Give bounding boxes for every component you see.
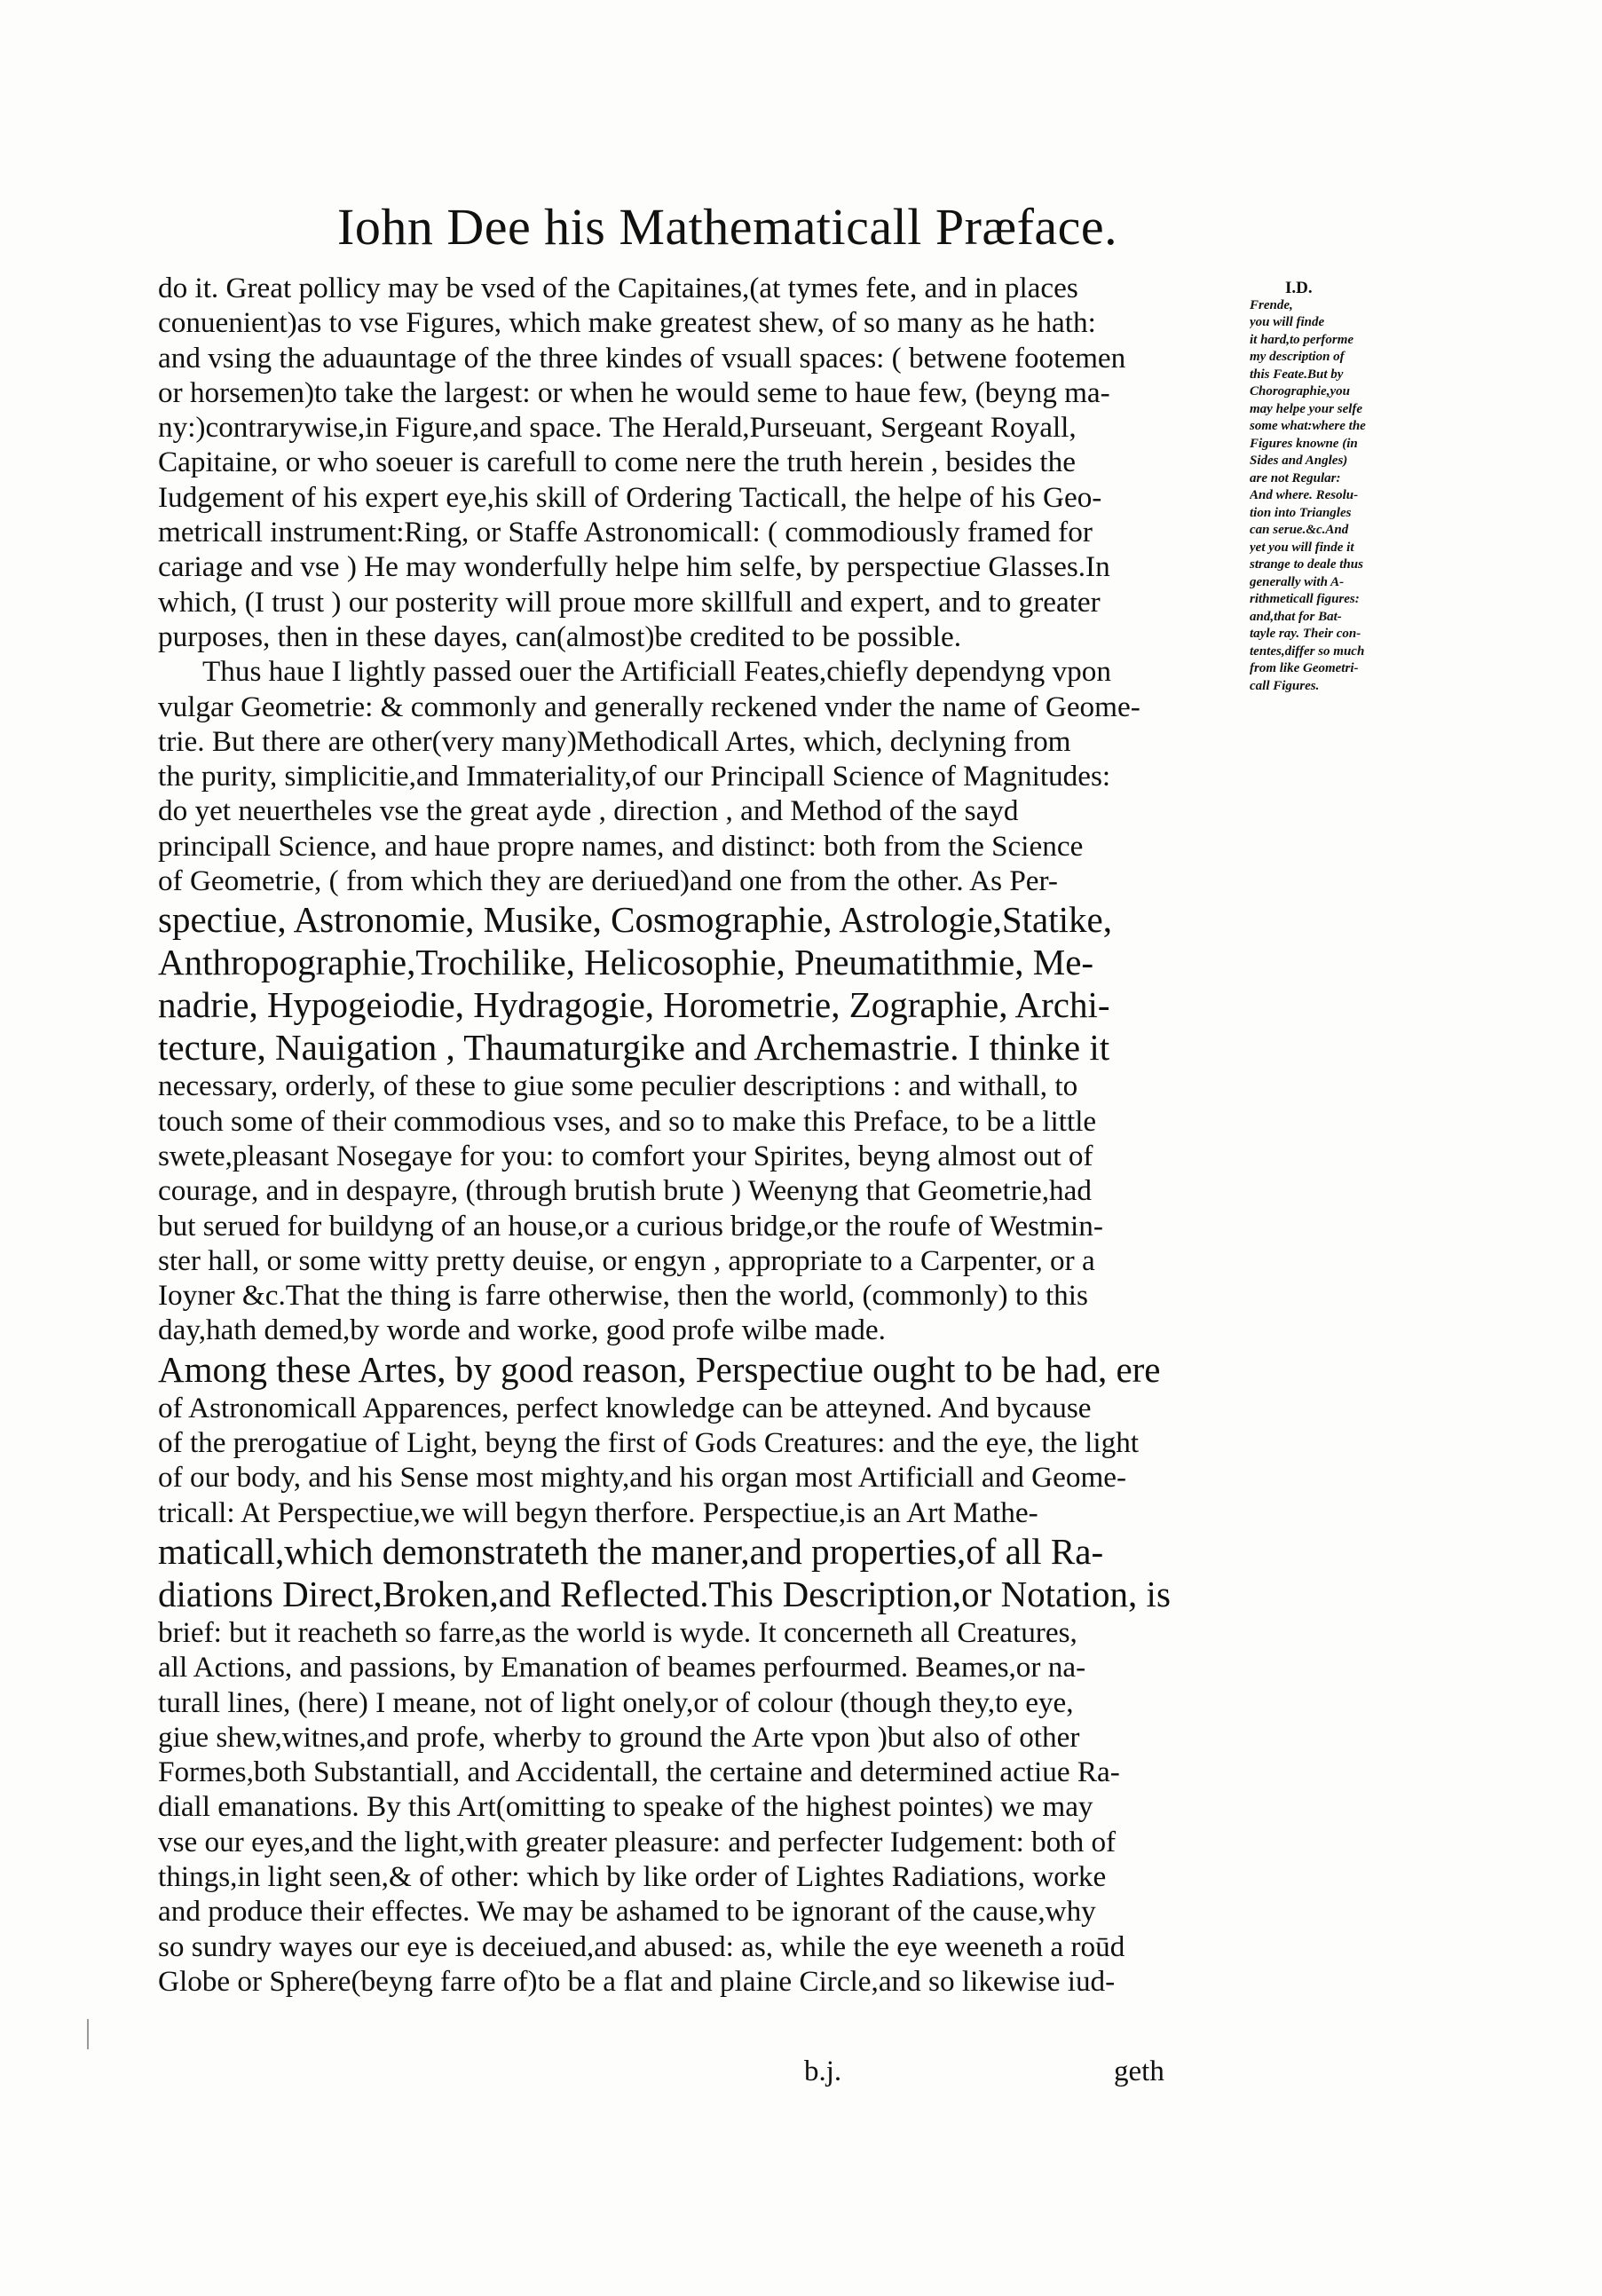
body-line: cariage and vse ) He may wonderfully helpe him selfe, by perspectiue Glasses.In xyxy=(158,550,1110,584)
margin-note-line: are not Regular: xyxy=(1250,470,1341,485)
body-line: Formes,both Substantiall, and Accidentall, the certaine and determined actiue Ra- xyxy=(158,1756,1120,1789)
body-line: of our body, and his Sense most mighty,and his organ most Artificiall and Geome- xyxy=(158,1461,1127,1495)
margin-note-line: And where. Resolu- xyxy=(1250,488,1359,502)
body-line: day,hath demed,by worde and worke, good profe wilbe made. xyxy=(158,1314,886,1347)
body-line: maticall,which demonstrateth the maner,and properties,of all Ra- xyxy=(158,1530,1104,1572)
body-line: Ioyner &c.That the thing is farre otherwise, then the world, (commonly) to this xyxy=(158,1279,1088,1313)
body-line: Capitaine, or who soeuer is carefull to come nere the truth herein , besides the xyxy=(158,446,1076,479)
margin-note-line: tentes,differ so much xyxy=(1250,643,1365,659)
body-line: spectiue, Astronomie, Musike, Cosmographie, Astrologie,Statike, xyxy=(158,899,1112,941)
margin-note-line: rithmeticall figures: xyxy=(1250,592,1360,606)
body-line: conuenient)as to vse Figures, which make greatest shew, of so many as he hath: xyxy=(158,306,1096,340)
body-line: diall emanations. By this Art(omitting to speake of the highest pointes) we may xyxy=(158,1790,1093,1824)
margin-note-line: and,that for Bat- xyxy=(1250,609,1342,624)
margin-note xyxy=(1250,280,1392,695)
body-line: tricall: At Perspectiue,we will begyn therfore. Perspectiue,is an Art Mathe- xyxy=(158,1495,1038,1529)
body-line: and produce their effectes. We may be ashamed to be ignorant of the cause,why xyxy=(158,1895,1096,1929)
body-line: giue shew,witnes,and profe, wherby to ground the Arte vpon )but also of other xyxy=(158,1720,1080,1754)
body-line: nadrie, Hypogeiodie, Hydragogie, Horometrie, Zographie, Archi- xyxy=(158,984,1110,1026)
body-line: Globe or Sphere(beyng farre of)to be a flat and plaine Circle,and so likewise iud- xyxy=(158,1964,1116,1998)
body-line: which, (I trust ) our posterity will proue more skillfull and expert, and to greater xyxy=(158,585,1101,619)
page-speck xyxy=(87,2019,89,2049)
body-line: so sundry wayes our eye is deceiued,and abused: as, while the eye weeneth a roūd xyxy=(158,1929,1125,1963)
running-head: Iohn Dee his Mathematicall Præface. xyxy=(337,198,1118,256)
margin-note-line: Sides and Angles) xyxy=(1250,454,1348,468)
body-line: vse our eyes,and the light,with greater pleasure: and perfecter Iudgement: both of xyxy=(158,1825,1117,1858)
body-line: principall Science, and haue propre names, and distinct: both from the Science xyxy=(158,829,1084,863)
body-line: the purity, simplicitie,and Immateriality,of our Principall Science of Magnitudes: xyxy=(158,760,1111,793)
margin-note-tag: I.D. xyxy=(1285,279,1313,297)
body-line: vulgar Geometrie: & commonly and generally reckened vnder the name of Geome- xyxy=(158,690,1140,723)
margin-note-line: from like Geometri- xyxy=(1250,661,1359,675)
margin-note-line: this Feate.But by xyxy=(1250,367,1344,382)
margin-note-line: Figures knowne (in xyxy=(1250,436,1358,451)
body-line: of the prerogatiue of Light, beyng the first of Gods Creatures: and the eye, the light xyxy=(158,1426,1140,1460)
body-line: or horsemen)to take the largest: or when he would seme to haue few, (beyng ma- xyxy=(158,375,1110,409)
body-line: Iudgement of his expert eye,his skill of Ordering Tacticall, the helpe of his Geo- xyxy=(158,480,1102,514)
body-line: do yet neuertheles vse the great ayde , direction , and Method of the sayd xyxy=(158,794,1019,828)
margin-note-line: it hard,to performe xyxy=(1250,332,1354,347)
margin-note-line: can serue.&c.And xyxy=(1250,523,1349,537)
margin-note-line: may helpe your selfe xyxy=(1250,401,1363,416)
body-line: necessary, orderly, of these to giue some peculier descriptions : and withall, to xyxy=(158,1069,1078,1103)
margin-note-line: you will finde xyxy=(1250,315,1325,329)
body-line: things,in light seen,& of other: which by like order of Lightes Radiations, worke xyxy=(158,1859,1107,1893)
body-line: swete,pleasant Nosegaye for you: to comfort your Spirites, beyng almost out of xyxy=(158,1139,1093,1172)
margin-note-line: tayle ray. Their con- xyxy=(1250,627,1361,641)
body-line: Anthropographie,Trochilike, Helicosophie, Pneumatithmie, Me- xyxy=(158,942,1094,983)
catchword: geth xyxy=(1114,2055,1164,2087)
body-line: ster hall, or some witty pretty deuise, or engyn , appropriate to a Carpenter, or a xyxy=(158,1243,1095,1277)
margin-note-line: some what:where the xyxy=(1250,419,1366,433)
body-line: all Actions, and passions, by Emanation of beames perfourmed. Beames,or na- xyxy=(158,1651,1086,1685)
body-line: Among these Artes, by good reason, Perspectiue ought to be had, ere xyxy=(158,1348,1161,1390)
body-line: purposes, then in these dayes, can(almost)be credited to be possible. xyxy=(158,619,962,653)
signature-mark: b.j. xyxy=(804,2055,842,2087)
body-text xyxy=(158,271,1236,1999)
margin-note-line: strange to deale thus xyxy=(1250,557,1363,572)
body-line: metricall instrument:Ring, or Staffe Astronomicall: ( commodiously framed for xyxy=(158,516,1093,549)
margin-note-line: yet you will finde it xyxy=(1250,540,1354,555)
body-line: courage, and in despayre, (through brutish brute ) Weenyng that Geometrie,had xyxy=(158,1174,1092,1208)
margin-note-line: tion into Triangles xyxy=(1250,505,1352,520)
body-line: of Geometrie, ( from which they are deriued)and one from the other. As Per- xyxy=(158,864,1058,898)
body-line: but serued for buildyng of an house,or a curious bridge,or the roufe of Westmin- xyxy=(158,1209,1103,1243)
margin-note-line: Chorographie,you xyxy=(1250,384,1350,398)
body-line: tecture, Nauigation , Thaumaturgike and Archemastrie. I thinke it xyxy=(158,1027,1110,1069)
body-line: and vsing the aduauntage of the three kindes of vsuall spaces: ( betwene footemen xyxy=(158,341,1126,375)
body-line: ny:)contrarywise,in Figure,and space. The Herald,Purseuant, Sergeant Royall, xyxy=(158,411,1077,445)
body-line: brief: but it reacheth so farre,as the world is wyde. It concerneth all Creatures, xyxy=(158,1615,1077,1649)
body-line: trie. But there are other(very many)Methodicall Artes, which, declyning from xyxy=(158,724,1071,758)
margin-note-line: my description of xyxy=(1250,350,1345,364)
body-line: turall lines, (here) I meane, not of light onely,or of colour (though they,to eye, xyxy=(158,1685,1074,1719)
body-line: diations Direct,Broken,and Reflected.This Description,or Notation, is xyxy=(158,1573,1171,1614)
body-line: Thus haue I lightly passed ouer the Artificiall Feates,chiefly dependyng vpon xyxy=(202,655,1111,689)
body-line: of Astronomicall Apparences, perfect knowledge can be atteyned. And bycause xyxy=(158,1391,1092,1424)
margin-note-line: call Figures. xyxy=(1250,678,1320,693)
margin-note-line: generally with A- xyxy=(1250,574,1345,589)
margin-note-line: Frende, xyxy=(1250,297,1293,312)
body-line: touch some of their commodious vses, and so to make this Preface, to be a little xyxy=(158,1104,1097,1138)
body-line: do it. Great pollicy may be vsed of the Capitaines,(at tymes fete, and in places xyxy=(158,272,1078,304)
